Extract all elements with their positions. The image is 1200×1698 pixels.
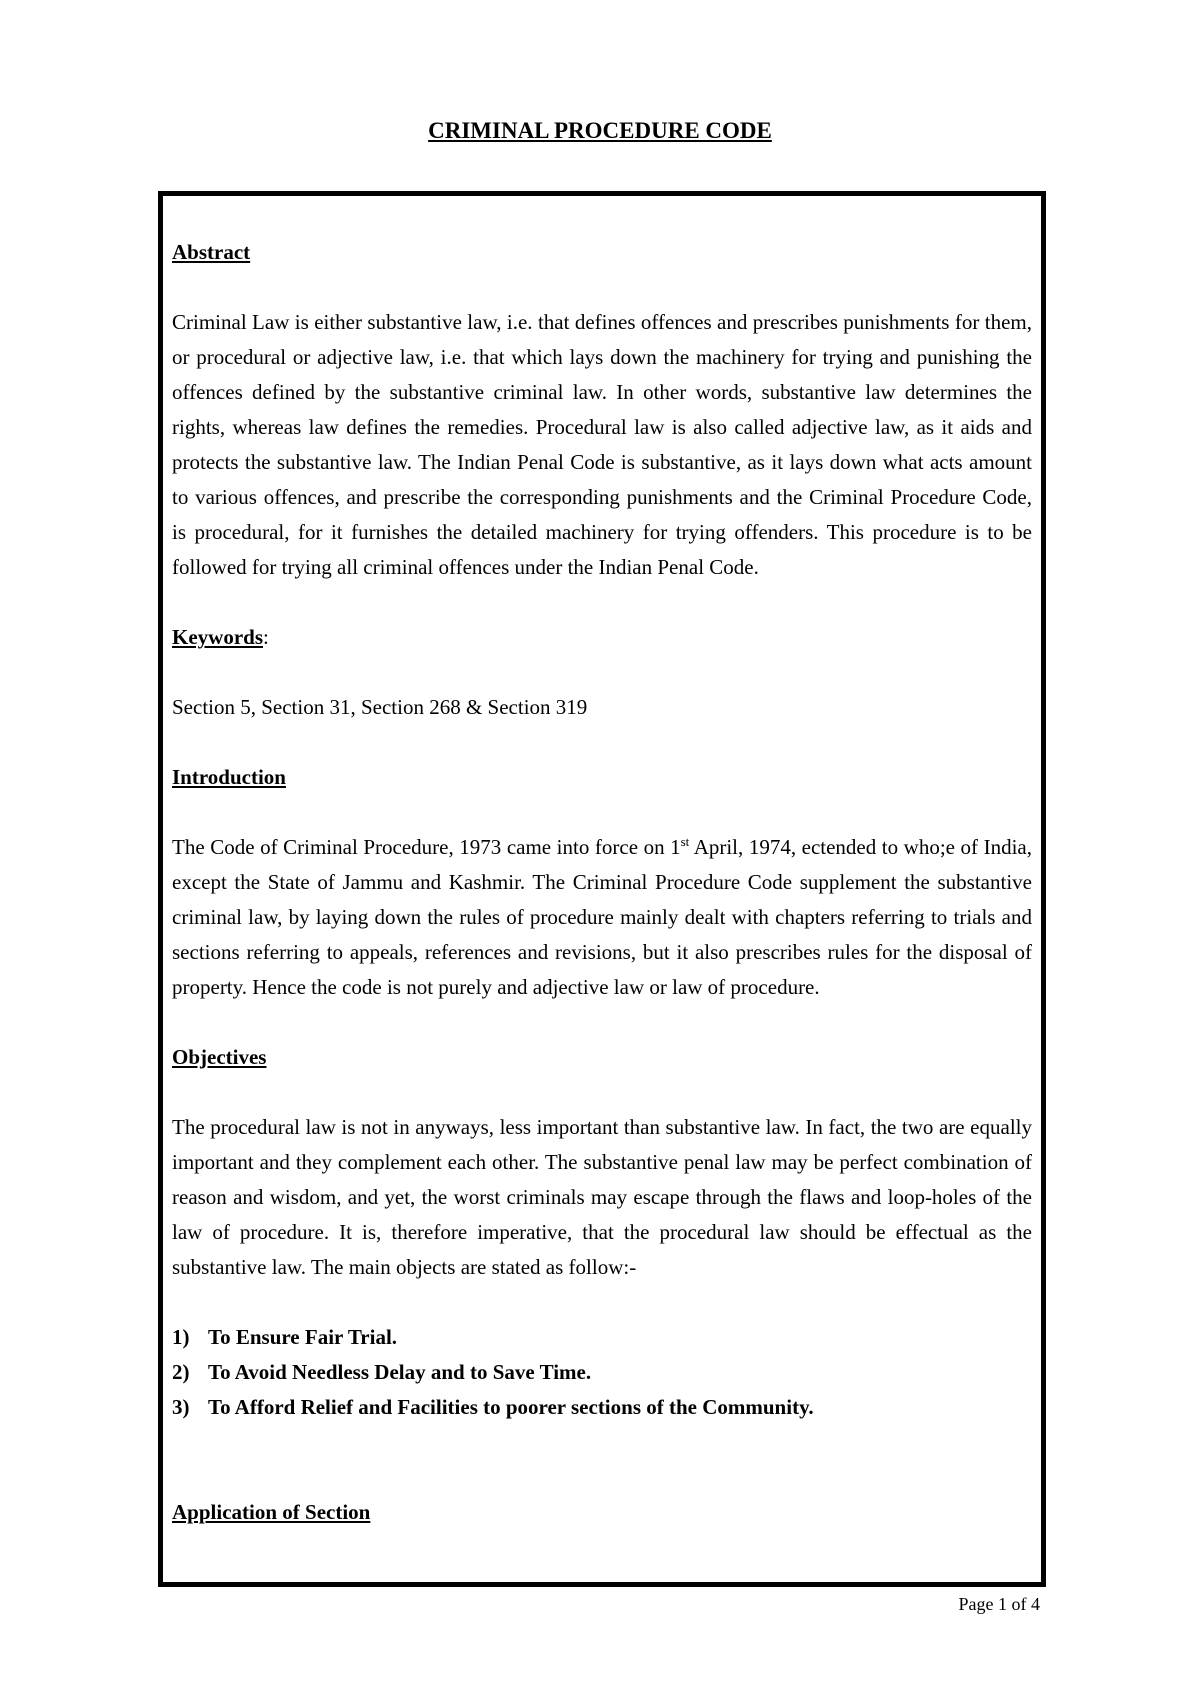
keywords-colon: :	[263, 625, 269, 649]
keywords-heading	[172, 620, 1032, 655]
objective-item	[172, 1320, 1032, 1355]
objective-item	[172, 1390, 1032, 1425]
content-body	[172, 235, 1032, 1530]
spacer	[172, 1285, 1032, 1320]
objective-text: To Avoid Needless Delay and to Save Time.	[208, 1360, 592, 1384]
objective-item	[172, 1355, 1032, 1390]
spacer	[172, 270, 1032, 305]
spacer	[172, 795, 1032, 830]
introduction-text-start: The Code of Criminal Procedure, 1973 came into force on 1	[172, 835, 681, 859]
objective-number: 1)	[172, 1325, 190, 1349]
spacer	[172, 1075, 1032, 1110]
application-heading: Application of Section	[172, 1500, 371, 1524]
objectives-text: The procedural law is not in anyways, less important than substantive law. In fact, the two are equally important and they complement each other. The substantive penal law may be perfect combination of reason and wisdom, and yet, the worst criminals may escape through the flaws and loop-holes of the law of procedure. It is, therefore imperative, that the procedural law should be effectual as the substantive law. The main objects are stated as follow:-	[172, 1115, 1032, 1279]
ordinal-superscript: st	[680, 834, 690, 849]
document-title: CRIMINAL PROCEDURE CODE	[428, 118, 772, 143]
keywords-label: Keywords	[172, 625, 263, 649]
spacer	[172, 1005, 1032, 1040]
introduction-text	[172, 830, 1032, 1005]
objectives-list	[172, 1320, 1032, 1425]
spacer	[172, 655, 1032, 690]
objective-number: 2)	[172, 1360, 190, 1384]
introduction-heading: Introduction	[172, 765, 286, 789]
spacer	[172, 1460, 1032, 1495]
keywords-text: Section 5, Section 31, Section 268 & Section 319	[172, 695, 588, 719]
objectives-heading: Objectives	[172, 1045, 267, 1069]
introduction-text-rest: April, 1974, ectended to who;e of India, except the State of Jammu and Kashmir. The Criminal Procedure Code supplement the substantive criminal law, by laying down the rules of procedure mainly dealt with chapters referring to trials and sections referring to appeals, references and revisions, but it also prescribes rules for the disposal of property. Hence the code is not purely and adjective law or law of procedure.	[172, 835, 1032, 999]
abstract-heading: Abstract	[172, 240, 251, 264]
spacer	[172, 585, 1032, 620]
page-number: Page 1 of 4	[958, 1594, 1040, 1614]
objective-number: 3)	[172, 1395, 190, 1419]
objective-text: To Ensure Fair Trial.	[208, 1325, 398, 1349]
objective-text: To Afford Relief and Facilities to poorer sections of the Community.	[208, 1395, 814, 1419]
abstract-text: Criminal Law is either substantive law, i.e. that defines offences and prescribes punishments for them, or procedural or adjective law, i.e. that which lays down the machinery for trying and punishing the offences defined by the substantive criminal law. In other words, substantive law determines the rights, whereas law defines the remedies. Procedural law is also called adjective law, as it aids and protects the substantive law. The Indian Penal Code is substantive, as it lays down what acts amount to various offences, and prescribe the corresponding punishments and the Criminal Procedure Code, is procedural, for it furnishes the detailed machinery for trying offenders. This procedure is to be followed for trying all criminal offences under the Indian Penal Code.	[172, 310, 1032, 579]
spacer	[172, 725, 1032, 760]
spacer	[172, 1425, 1032, 1460]
content-frame	[158, 191, 1046, 1587]
